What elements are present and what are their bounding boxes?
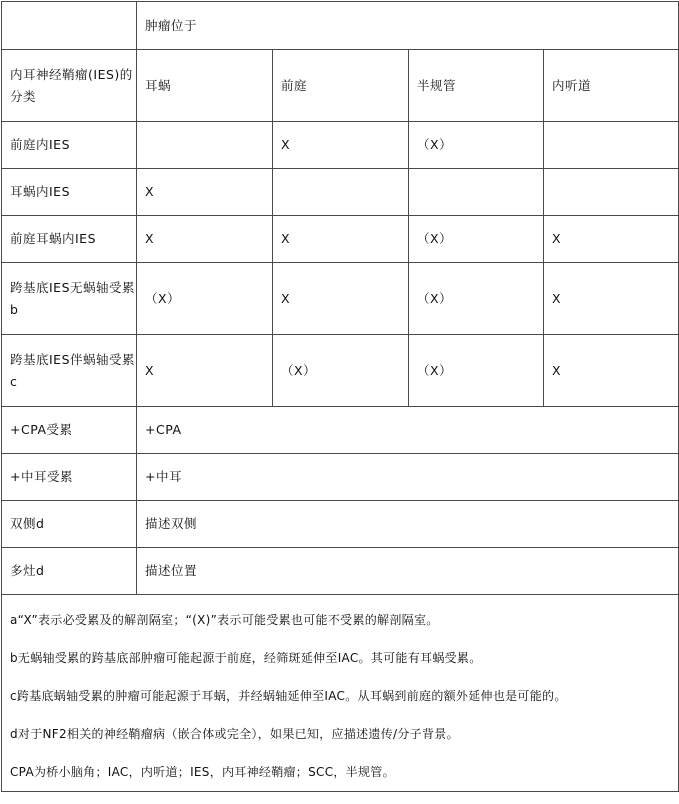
table-cell: （X） — [409, 263, 544, 335]
table-row — [2, 122, 679, 169]
footnote: a“X”表示必受累及的解剖隔室；“(X)”表示可能受累也可能不受累的解剖隔室。 — [10, 613, 439, 627]
table-cell: X — [544, 263, 679, 335]
table-row — [2, 454, 679, 501]
table-row — [2, 169, 679, 216]
row-label: 跨基底IES无蜗轴受累b — [2, 263, 137, 335]
table-cell: X — [137, 335, 273, 407]
column-header-internal-auditory-canal: 内听道 — [544, 50, 679, 122]
table-row — [2, 335, 679, 407]
empty-corner-cell — [2, 2, 137, 50]
footnote: c跨基底蜗轴受累的肿瘤可能起源于耳蜗，并经蜗轴延伸至IAC。从耳蜗到前庭的额外延伸也是可能的。 — [10, 689, 567, 703]
row-label: 耳蜗内IES — [2, 169, 137, 216]
table-cell: （X） — [137, 263, 273, 335]
notes-row — [2, 595, 679, 792]
column-header-cochlea: 耳蜗 — [137, 50, 273, 122]
table-cell: X — [544, 335, 679, 407]
table-cell — [544, 122, 679, 169]
table-cell: X — [544, 216, 679, 263]
column-header-vestibule: 前庭 — [273, 50, 409, 122]
table-row — [2, 263, 679, 335]
table-cell: （X） — [409, 216, 544, 263]
row-label: +CPA受累 — [2, 407, 137, 454]
table-row — [2, 216, 679, 263]
table-cell: 描述位置 — [137, 548, 679, 595]
classification-table — [1, 1, 679, 792]
table-cell: +CPA — [137, 407, 679, 454]
table-cell: X — [273, 122, 409, 169]
table-cell: X — [273, 216, 409, 263]
footnote: b无蜗轴受累的跨基底部肿瘤可能起源于前庭，经筛斑延伸至IAC。其可能有耳蜗受累。 — [10, 651, 482, 665]
table-cell: （X） — [409, 122, 544, 169]
classification-header: 内耳神经鞘瘤(IES)的分类 — [2, 50, 137, 122]
row-label: 跨基底IES伴蜗轴受累c — [2, 335, 137, 407]
table-cell: +中耳 — [137, 454, 679, 501]
table-cell — [544, 169, 679, 216]
row-label: 双侧d — [2, 501, 137, 548]
footnote: d对于NF2相关的神经鞘瘤病（嵌合体或完全），如果已知，应描述遗传/分子背景。 — [10, 727, 459, 741]
table-header-row-columns — [2, 50, 679, 122]
table-cell: （X） — [273, 335, 409, 407]
location-header: 肿瘤位于 — [137, 2, 679, 50]
table-cell: （X） — [409, 335, 544, 407]
table-row — [2, 501, 679, 548]
table-row — [2, 548, 679, 595]
table-header-row-location — [2, 2, 679, 50]
table-cell — [137, 122, 273, 169]
table-cell — [409, 169, 544, 216]
table-cell: X — [273, 263, 409, 335]
row-label: 前庭耳蜗内IES — [2, 216, 137, 263]
column-header-semicircular-canal: 半规管 — [409, 50, 544, 122]
table-cell: 描述双侧 — [137, 501, 679, 548]
table-cell — [273, 169, 409, 216]
table-cell: X — [137, 216, 273, 263]
row-label: +中耳受累 — [2, 454, 137, 501]
footnote: CPA为桥小脑角；IAC，内听道；IES，内耳神经鞘瘤；SCC，半规管。 — [10, 765, 395, 779]
row-label: 多灶d — [2, 548, 137, 595]
table-cell: X — [137, 169, 273, 216]
row-label: 前庭内IES — [2, 122, 137, 169]
table-footnotes — [2, 595, 679, 792]
table-row — [2, 407, 679, 454]
